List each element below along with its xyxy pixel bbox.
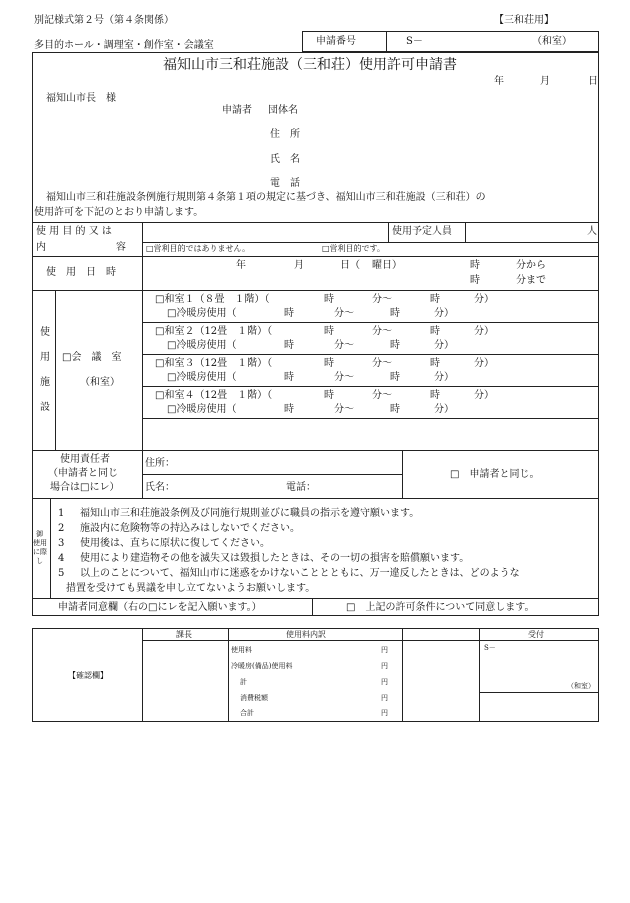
consent-label: 申請者同意欄（右の□にレを記入願います。） <box>58 602 262 613</box>
note-4-text: 使用により建造物その他を滅失又は毀損したときは、その一切の損害を賠償願います。 <box>80 553 470 564</box>
time-hour-end[interactable]: 時 <box>390 404 400 415</box>
time-hour-end[interactable]: 時 <box>430 390 440 401</box>
time-min-from[interactable]: 分～ <box>334 340 354 351</box>
note-5-text: 以上のことについて、福知山市に迷惑をかけないこととともに、万一違反したときは、どのような <box>80 568 520 579</box>
facility-label-2: 用 <box>40 352 50 363</box>
chief-label: 課長 <box>176 630 192 639</box>
usage-month[interactable]: 月 <box>294 260 304 271</box>
note-4-num: 4 <box>58 553 65 564</box>
applicant-label: 申請者 <box>222 105 252 116</box>
room-sub: （和室） <box>80 377 120 388</box>
room-4-ac-checkbox[interactable]: □冷暖房使用（ <box>167 404 237 415</box>
time-hour-end[interactable]: 時 <box>430 294 440 305</box>
same-as-applicant-checkbox[interactable]: □ 申請者と同じ。 <box>450 469 540 480</box>
responsible-label-3: 場合は□にレ） <box>50 482 120 493</box>
fee-tax: 消費税額 <box>240 694 268 702</box>
addressee: 福知山市長 様 <box>46 93 116 104</box>
room-3-ac-checkbox[interactable]: □冷暖房使用（ <box>167 372 237 383</box>
app-number-suffix: （和室） <box>532 36 572 47</box>
time-min-from[interactable]: 分～ <box>372 390 392 401</box>
usage-hour-from[interactable]: 時 <box>470 260 480 271</box>
purpose-label-2: 内 容 <box>36 242 126 253</box>
facility-label-1: 使 <box>40 327 50 338</box>
usage-until: 分まで <box>516 275 546 286</box>
fee-usage: 使用料 <box>231 646 252 654</box>
yen-4: 円 <box>381 694 388 702</box>
time-min-from[interactable]: 分～ <box>372 326 392 337</box>
notes-side-4: し <box>36 557 43 565</box>
time-min-from[interactable]: 分～ <box>372 358 392 369</box>
time-min-from[interactable]: 分～ <box>334 308 354 319</box>
fee-header: 使用料内訳 <box>286 630 326 639</box>
statement-line-2: 使用許可を下記のとおり申請します。 <box>34 207 204 218</box>
time-hour-end[interactable]: 時 <box>390 308 400 319</box>
usage-year[interactable]: 年 <box>236 260 246 271</box>
consent-checkbox[interactable]: □ 上記の許可条件について同意します。 <box>346 602 535 613</box>
purpose-label-1: 使 用 目 的 又 は <box>36 226 112 237</box>
note-3-num: 3 <box>58 538 65 549</box>
time-min-end[interactable]: 分） <box>474 358 494 369</box>
time-hour-end[interactable]: 時 <box>430 326 440 337</box>
room-4-checkbox[interactable]: □和室４（12畳 １階）（ <box>155 390 273 401</box>
note-1-num: 1 <box>58 508 65 519</box>
time-min-end[interactable]: 分） <box>434 404 454 415</box>
yen-5: 円 <box>381 709 388 717</box>
time-hour[interactable]: 時 <box>324 294 334 305</box>
app-number-label: 申請番号 <box>316 36 356 47</box>
time-min-from[interactable]: 分～ <box>372 294 392 305</box>
responsible-name[interactable]: 氏名： <box>145 482 175 493</box>
form-tag: 【三和荘用】 <box>494 15 554 26</box>
note-5-num: 5 <box>58 568 65 579</box>
note-1-text: 福知山市三和荘施設条例及び同施行規則並びに職員の指示を遵守願います。 <box>80 508 420 519</box>
responsible-label-1: 使用責任者 <box>60 454 110 465</box>
yen-3: 円 <box>381 678 388 686</box>
time-hour[interactable]: 時 <box>284 308 294 319</box>
time-hour[interactable]: 時 <box>284 404 294 415</box>
phone-label[interactable]: 電 話 <box>270 178 300 189</box>
room-1-checkbox[interactable]: □和室１（８畳 １階）（ <box>155 294 270 305</box>
app-number-prefix[interactable]: S－ <box>406 36 423 47</box>
time-hour-end[interactable]: 時 <box>390 372 400 383</box>
form-id: 別記様式第２号（第４条関係） <box>34 15 174 26</box>
people-unit: 人 <box>587 226 597 237</box>
time-hour-end[interactable]: 時 <box>390 340 400 351</box>
yen-1: 円 <box>381 646 388 654</box>
room-1-ac-checkbox[interactable]: □冷暖房使用（ <box>167 308 237 319</box>
usage-weekday[interactable]: 曜日） <box>372 260 402 271</box>
time-min-from[interactable]: 分～ <box>334 372 354 383</box>
time-min-from[interactable]: 分～ <box>334 404 354 415</box>
time-min-end[interactable]: 分） <box>434 372 454 383</box>
reception-suffix: （和室） <box>567 682 595 690</box>
notes-side-1: 御 <box>36 530 43 538</box>
statement-line-1: 福知山市三和荘施設条例施行規則第４条第１項の規定に基づき、福知山市三和荘施設（三和荘）の <box>46 192 486 203</box>
office-use-table <box>32 628 599 722</box>
fee-total: 合計 <box>240 709 254 717</box>
facility-types: 多目的ホール・調理室・創作室・会議室 <box>34 40 214 51</box>
note-5-cont: 措置を受けても異議を申し立てないようお願いします。 <box>66 583 316 594</box>
note-3-text: 使用後は、直ちに原状に復してください。 <box>80 538 270 549</box>
usage-from: 分から <box>516 260 546 271</box>
note-2-num: 2 <box>58 523 65 534</box>
expected-people-label: 使用予定人員 <box>392 226 452 237</box>
room-2-ac-checkbox[interactable]: □冷暖房使用（ <box>167 340 237 351</box>
note-2-text: 施設内に危険物等の持込みはしないでください。 <box>80 523 300 534</box>
non-commercial-checkbox[interactable]: □営利目的ではありません。 <box>146 244 251 253</box>
commercial-checkbox[interactable]: □営利目的です。 <box>322 244 385 253</box>
room-type-checkbox[interactable]: □会 議 室 <box>62 352 122 363</box>
usage-day[interactable]: 日（ <box>340 260 360 271</box>
time-min-end[interactable]: 分） <box>434 340 454 351</box>
room-3-checkbox[interactable]: □和室３（12畳 １階）（ <box>155 358 273 369</box>
date-day[interactable]: 日 <box>588 76 598 87</box>
facility-label-4: 設 <box>40 402 50 413</box>
usage-hour-until[interactable]: 時 <box>470 275 480 286</box>
org-name-label[interactable]: 団体名 <box>268 105 298 116</box>
fee-subtotal: 計 <box>240 678 247 686</box>
time-min-end[interactable]: 分） <box>474 294 494 305</box>
yen-2: 円 <box>381 662 388 670</box>
responsible-address[interactable]: 住所： <box>145 458 175 469</box>
room-2-checkbox[interactable]: □和室２（12畳 １階）（ <box>155 326 273 337</box>
time-hour[interactable]: 時 <box>324 390 334 401</box>
reception-label: 受付 <box>528 630 544 639</box>
date-month[interactable]: 月 <box>540 76 550 87</box>
confirm-label: 【確認欄】 <box>68 671 108 680</box>
facility-label-3: 施 <box>40 377 50 388</box>
responsible-label-2: （申請者と同じ <box>48 468 118 479</box>
notes-side-2: 使用 <box>33 539 47 547</box>
time-hour[interactable]: 時 <box>324 326 334 337</box>
notes-side-3: に際 <box>33 548 47 556</box>
usage-date-label: 使 用 日 時 <box>46 267 116 278</box>
time-min-end[interactable]: 分） <box>474 326 494 337</box>
name-label[interactable]: 氏 名 <box>270 154 300 165</box>
time-min-end[interactable]: 分） <box>474 390 494 401</box>
time-hour[interactable]: 時 <box>284 340 294 351</box>
time-hour[interactable]: 時 <box>284 372 294 383</box>
fee-ac: 冷暖房(備品)使用料 <box>231 662 293 670</box>
address-label[interactable]: 住 所 <box>270 129 300 140</box>
responsible-phone[interactable]: 電話： <box>286 482 316 493</box>
date-year[interactable]: 年 <box>494 76 504 87</box>
time-hour-end[interactable]: 時 <box>430 358 440 369</box>
time-min-end[interactable]: 分） <box>434 308 454 319</box>
form-title: 福知山市三和荘施設（三和荘）使用許可申請書 <box>163 57 457 73</box>
reception-prefix: S－ <box>484 644 496 652</box>
time-hour[interactable]: 時 <box>324 358 334 369</box>
